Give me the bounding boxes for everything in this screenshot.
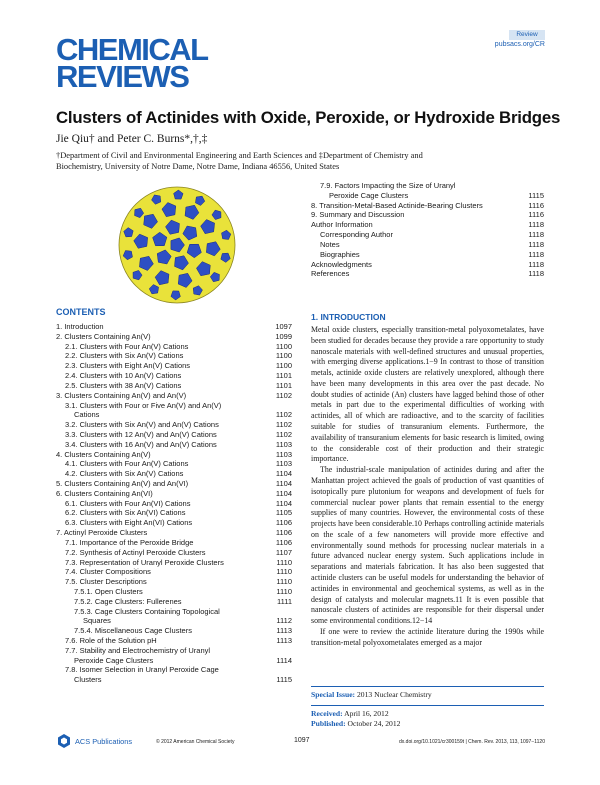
toc-entry[interactable] bbox=[311, 230, 544, 240]
toc-entry-page: 1101 bbox=[275, 371, 292, 381]
toc-entry[interactable] bbox=[56, 558, 292, 568]
special-issue-value[interactable]: 2013 Nuclear Chemistry bbox=[357, 690, 432, 699]
toc-entry-page: 1116 bbox=[528, 210, 544, 220]
toc-entry-title: 2.1. Clusters with Four An(V) Cations bbox=[65, 341, 189, 351]
affiliation: †Department of Civil and Environmental Engineering and Earth Sciences and ‡Department of Chemistry and Biochemistry, University of Notre Dame, Notre Dame, Indiana 46556, United States bbox=[56, 151, 423, 171]
toc-entry-page: 1104 bbox=[275, 498, 292, 508]
toc-entry[interactable] bbox=[56, 636, 292, 646]
journal-logo-line1: CHEMICAL bbox=[56, 32, 208, 67]
toc-entry-title: 3. Clusters Containing An(V) and An(V) bbox=[56, 390, 187, 400]
toc-entry[interactable] bbox=[56, 616, 292, 626]
toc-entry[interactable] bbox=[311, 260, 544, 270]
toc-entry-title: 7.8. Isomer Selection in Uranyl Peroxide Cage bbox=[65, 665, 219, 675]
toc-entry-page: 1100 bbox=[275, 351, 292, 361]
toc-entry-title: 7.9. Factors Impacting the Size of Uranyl bbox=[320, 181, 456, 190]
toc-entry[interactable] bbox=[56, 391, 292, 401]
toc-entry-title: 5. Clusters Containing An(V) and An(VI) bbox=[56, 479, 189, 488]
toc-entry[interactable] bbox=[56, 332, 292, 342]
toc-entry-title: 7.5.3. Cage Clusters Containing Topological bbox=[74, 606, 220, 616]
toc-entry-title: Clusters bbox=[74, 675, 102, 685]
toc-entry[interactable] bbox=[56, 597, 292, 607]
toc-entry-page: 1106 bbox=[275, 528, 292, 538]
toc-entry-title: 7. Actinyl Peroxide Clusters bbox=[56, 528, 148, 538]
toc-entry-title: Peroxide Cage Clusters bbox=[74, 655, 154, 665]
toc-entry-title: Squares bbox=[83, 616, 111, 626]
toc-entry-page: 1102 bbox=[275, 410, 292, 420]
toc-entry-page: 1114 bbox=[276, 655, 292, 665]
toc-entry-title: 3.4. Clusters with 16 An(V) and An(V) Cations bbox=[65, 439, 217, 449]
toc-entry-page: 1106 bbox=[275, 537, 292, 547]
toc-entry-page: 1110 bbox=[276, 586, 292, 596]
toc-entry[interactable] bbox=[311, 269, 544, 279]
toc-entry-page: 1103 bbox=[275, 459, 292, 469]
intro-paragraph: If one were to review the actinide literature during the 1990s while transition-metal polyoxometalates emerged as a major bbox=[311, 626, 544, 647]
toc-entry[interactable] bbox=[311, 220, 544, 230]
toc-entry-title: 7.6. Role of the Solution pH bbox=[65, 636, 157, 645]
toc-entry-title: 7.1. Importance of the Peroxide Bridge bbox=[65, 537, 194, 547]
toc-entry[interactable] bbox=[56, 371, 292, 381]
toc-entry[interactable] bbox=[56, 401, 292, 411]
toc-entry-page: 1106 bbox=[275, 518, 292, 528]
toc-entry-title: 2.4. Clusters with 10 An(V) Cations bbox=[65, 371, 182, 381]
toc-entry-title: Corresponding Author bbox=[320, 230, 393, 240]
toc-entry[interactable] bbox=[56, 675, 292, 685]
toc-entry[interactable] bbox=[56, 587, 292, 597]
toc-entry-page: 1111 bbox=[276, 596, 292, 606]
toc-entry-title: Cations bbox=[74, 410, 100, 420]
journal-logo bbox=[56, 32, 208, 94]
toc-entry[interactable] bbox=[56, 646, 292, 656]
toc-entry-title: Notes bbox=[320, 239, 340, 249]
toc-entry[interactable] bbox=[56, 548, 292, 558]
toc-entry-page: 1100 bbox=[275, 341, 292, 351]
toc-entry[interactable] bbox=[56, 607, 292, 617]
copyright: © 2012 American Chemical Society bbox=[156, 739, 235, 745]
toc-entry-title: 9. Summary and Discussion bbox=[311, 210, 405, 220]
toc-entry-title: 3.3. Clusters with 12 An(V) and An(V) Cations bbox=[65, 429, 217, 439]
toc-entry-title: 6. Clusters Containing An(VI) bbox=[56, 488, 153, 498]
toc-entry-page: 1118 bbox=[528, 239, 544, 249]
toc-entry-title: 6.3. Clusters with Eight An(VI) Cations bbox=[65, 518, 193, 528]
toc-entry[interactable] bbox=[311, 201, 544, 211]
toc-entry-title: Peroxide Cage Clusters bbox=[329, 190, 409, 200]
toc-left-column bbox=[56, 322, 292, 685]
toc-entry[interactable] bbox=[56, 322, 292, 332]
acs-publications-logo[interactable] bbox=[56, 733, 132, 749]
toc-entry[interactable] bbox=[56, 361, 292, 371]
article-meta bbox=[311, 686, 544, 729]
contents-heading: CONTENTS bbox=[56, 307, 106, 317]
toc-entry[interactable] bbox=[56, 410, 292, 420]
toc-entry-page: 1102 bbox=[275, 429, 292, 439]
toc-entry-page: 1112 bbox=[276, 616, 292, 626]
toc-entry-page: 1103 bbox=[275, 449, 292, 459]
received-label: Received: bbox=[311, 709, 343, 718]
toc-entry-title: 8. Transition-Metal-Based Actinide-Bearing Clusters bbox=[311, 200, 483, 210]
doi-citation[interactable]: dx.doi.org/10.1021/cr300159t | Chem. Rev. 2013, 113, 1097−1120 bbox=[399, 739, 545, 745]
toc-entry[interactable] bbox=[56, 420, 292, 430]
page-footer bbox=[56, 733, 545, 751]
toc-entry-title: References bbox=[311, 269, 350, 279]
intro-paragraph: The industrial-scale manipulation of actinides during and after the Manhattan project achieved the goals of production of vast quantities of isotopically pure plutonium for weapons and development of fuels for commercial nuclear power plants that remain essential to the energy supplies of many countries. However, the environmental costs of these projects have been considerable.10 Perhaps controlling actinide materials on the scale of a few nanometers will provide more effective and environmentally sound methods for processing nuclear materials in a future advanced nuclear energy system. Such applications include in separations and materials fabrication. It has also been suggested that actinide clusters can be useful models for understanding the behavior of actinides in environmental and geochemical systems, as well as in the design of catalysts and molecular magnets.11 It is even possible that nanoscale clusters of actinides are responsible for their dispersal under some environmental conditions.12−14 bbox=[311, 465, 544, 626]
toc-entry-page: 1113 bbox=[276, 636, 292, 645]
toc-entry[interactable] bbox=[56, 577, 292, 587]
toc-entry-title: 2. Clusters Containing An(V) bbox=[56, 331, 151, 341]
toc-entry[interactable] bbox=[56, 665, 292, 675]
toc-entry-title: 4.2. Clusters with Six An(V) Cations bbox=[65, 469, 184, 479]
toc-entry-title: 2.3. Clusters with Eight An(V) Cations bbox=[65, 361, 191, 371]
toc-entry-title: 3.1. Clusters with Four or Five An(V) and An(V) bbox=[65, 400, 222, 410]
toc-entry-page: 1115 bbox=[528, 190, 544, 200]
toc-entry-page: 1110 bbox=[276, 577, 292, 587]
cluster-graphic bbox=[112, 180, 242, 310]
toc-entry[interactable] bbox=[56, 489, 292, 499]
toc-entry-title: 4.1. Clusters with Four An(V) Cations bbox=[65, 459, 189, 469]
toc-entry-title: 7.3. Representation of Uranyl Peroxide Clusters bbox=[65, 557, 224, 567]
introduction-heading: 1. INTRODUCTION bbox=[311, 312, 386, 322]
review-badge: Review bbox=[509, 30, 545, 40]
toc-entry-page: 1115 bbox=[276, 675, 292, 685]
page-number: 1097 bbox=[294, 737, 310, 744]
toc-entry-page: 1118 bbox=[528, 259, 544, 269]
toc-entry-title: 7.5.2. Cage Clusters: Fullerenes bbox=[74, 596, 182, 606]
toc-entry[interactable] bbox=[56, 499, 292, 509]
published-date: October 24, 2012 bbox=[347, 719, 401, 728]
toc-entry-page: 1100 bbox=[275, 361, 292, 371]
toc-entry-page: 1110 bbox=[276, 567, 292, 577]
toc-entry[interactable] bbox=[56, 430, 292, 440]
toc-entry[interactable] bbox=[56, 518, 292, 528]
toc-entry-page: 1104 bbox=[275, 479, 292, 488]
acs-hexagon-icon bbox=[56, 733, 72, 749]
toc-entry-title: 7.4. Cluster Compositions bbox=[65, 567, 151, 577]
toc-entry[interactable] bbox=[56, 538, 292, 548]
toc-entry-page: 1102 bbox=[275, 420, 292, 430]
special-issue-label: Special Issue: bbox=[311, 690, 356, 699]
toc-entry-title: Acknowledgments bbox=[311, 259, 372, 269]
toc-entry[interactable] bbox=[56, 342, 292, 352]
toc-entry-title: Author Information bbox=[311, 220, 373, 230]
published-label: Published: bbox=[311, 719, 346, 728]
toc-entry-page: 1113 bbox=[276, 626, 292, 636]
toc-entry-title: 7.5.4. Miscellaneous Cage Clusters bbox=[74, 626, 192, 636]
toc-entry-page: 1105 bbox=[275, 508, 292, 518]
intro-paragraph: Metal oxide clusters, especially transition-metal polyoxometalates, have been studied for decades because they provide a rare opportunity to study nanoscale materials with well-defined structures and unusual properties, with emerging diverse applications.1−9 In contrast to those of transition metals, actinide oxide clusters are relatively unexplored, although there have been many developments in this area over the past decade. No doubt studies of actinide (An) clusters have lagged behind those of other metals in part due to the experimental difficulties of working with actinides, all of which are radioactive, and to the scarcity of facilities suitable for studies of transuranium elements. Furthermore, the availability of transuranium elements for basic research is limited, owing to the considerable cost of their production and their strategic importance. bbox=[311, 325, 544, 464]
toc-entry-page: 1101 bbox=[275, 380, 292, 390]
toc-entry-title: 7.2. Synthesis of Actinyl Peroxide Clusters bbox=[65, 547, 206, 557]
toc-entry-page: 1103 bbox=[275, 439, 292, 449]
journal-logo-line2: REVIEWS bbox=[56, 59, 189, 94]
toc-entry-title: 4. Clusters Containing An(V) bbox=[56, 449, 151, 459]
toc-entry-page: 1110 bbox=[276, 557, 292, 567]
toc-entry[interactable] bbox=[56, 351, 292, 361]
toc-entry-page: 1118 bbox=[528, 269, 544, 279]
toc-entry-title: 2.2. Clusters with Six An(V) Cations bbox=[65, 351, 184, 361]
toc-entry-page: 1118 bbox=[528, 230, 544, 240]
toc-entry-title: Biographies bbox=[320, 249, 360, 259]
toc-entry-page: 1104 bbox=[275, 488, 292, 498]
toc-entry[interactable] bbox=[56, 479, 292, 489]
toc-entry[interactable] bbox=[56, 508, 292, 518]
toc-entry-title: 7.7. Stability and Electrochemistry of Uranyl bbox=[65, 645, 211, 655]
toc-entry[interactable] bbox=[56, 626, 292, 636]
toc-entry-title: 6.1. Clusters with Four An(VI) Cations bbox=[65, 498, 191, 508]
toc-entry[interactable] bbox=[311, 240, 544, 250]
toc-entry[interactable] bbox=[311, 210, 544, 220]
toc-entry[interactable] bbox=[311, 250, 544, 260]
journal-url[interactable]: pubsacs.org/CR bbox=[494, 41, 545, 48]
toc-entry-page: 1102 bbox=[275, 390, 292, 400]
toc-entry[interactable] bbox=[311, 181, 544, 191]
toc-entry[interactable] bbox=[56, 469, 292, 479]
toc-entry[interactable] bbox=[56, 528, 292, 538]
toc-entry-title: 7.5.1. Open Clusters bbox=[74, 586, 143, 596]
toc-entry[interactable] bbox=[56, 381, 292, 391]
toc-entry[interactable] bbox=[311, 191, 544, 201]
toc-entry-title: 2.5. Clusters with 38 An(V) Cations bbox=[65, 380, 182, 390]
toc-entry-page: 1118 bbox=[528, 249, 544, 259]
toc-entry[interactable] bbox=[56, 440, 292, 450]
toc-entry-page: 1116 bbox=[528, 200, 544, 210]
toc-entry-page: 1099 bbox=[275, 331, 292, 341]
toc-entry-page: 1097 bbox=[275, 322, 292, 331]
toc-entry[interactable] bbox=[56, 567, 292, 577]
toc-entry-title: 6.2. Clusters with Six An(VI) Cations bbox=[65, 508, 186, 518]
article-title: Clusters of Actinides with Oxide, Peroxide, or Hydroxide Bridges bbox=[56, 108, 561, 127]
toc-entry[interactable] bbox=[56, 656, 292, 666]
publisher-name: ACS Publications bbox=[75, 736, 133, 746]
toc-entry-page: 1107 bbox=[275, 547, 292, 557]
toc-entry[interactable] bbox=[56, 459, 292, 469]
author-list: Jie Qiu† and Peter C. Burns*,†,‡ bbox=[56, 133, 208, 145]
received-date: April 16, 2012 bbox=[344, 709, 389, 718]
toc-entry-page: 1118 bbox=[528, 220, 544, 230]
toc-entry-title: 7.5. Cluster Descriptions bbox=[65, 577, 147, 587]
toc-entry[interactable] bbox=[56, 450, 292, 460]
toc-right-column bbox=[311, 181, 544, 279]
toc-entry-page: 1104 bbox=[275, 469, 292, 479]
introduction-body bbox=[311, 325, 544, 648]
toc-entry-title: 3.2. Clusters with Six An(V) and An(V) Cations bbox=[65, 420, 219, 430]
toc-entry-title: 1. Introduction bbox=[56, 322, 104, 331]
